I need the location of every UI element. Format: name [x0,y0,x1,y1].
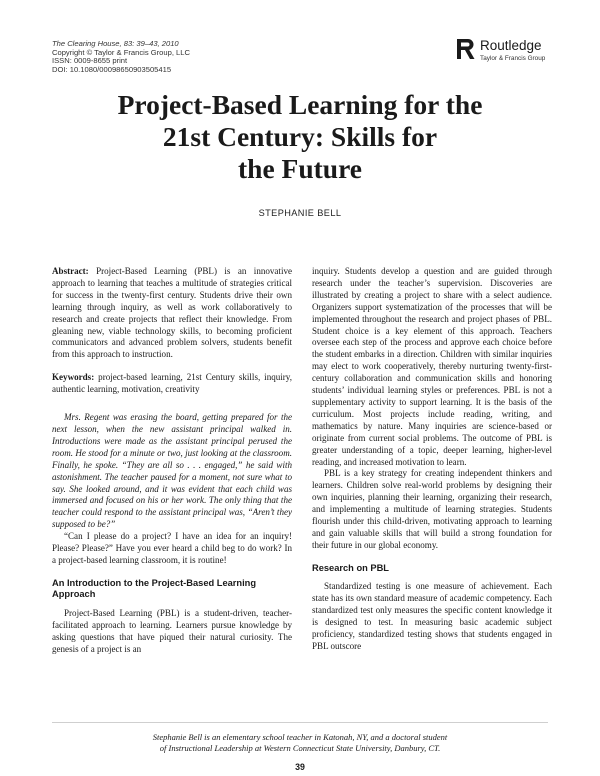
keywords [52,372,292,396]
footnote-divider [52,722,548,723]
author-footnote [60,732,540,754]
right-column [312,266,552,653]
opening-quote: “Can I please do a project? I have an idea for an inquiry! Please? Please?” Have you ever heard a child beg to do work? In a project-based learning classroom, it is routine! [52,531,292,565]
abstract-text: Project-Based Learning (PBL) is an innovative approach to learning that teaches a multitude of strategies critical for success in the twenty-first century. Students drive their own learning through inquiry, as well as work collaboratively to research and create projects that reflect their knowledge. From gleaning new, viable technology skills, to becoming proficient communicators and advanced problem solvers, students benefit from this approach to instruction. [52,266,292,360]
doi-line: DOI: 10.1080/00098650903505415 [52,64,172,74]
footnote-line: of Instructional Leadership at Western Connecticut State University, Danbury, CT. [159,743,441,753]
section-heading-research: Research on PBL [312,562,389,573]
page-number: 39 [295,762,305,772]
section-heading-introduction: An Introduction to the Project-Based Learning Approach [52,577,257,600]
pbl-strategy-paragraph: PBL is a key strategy for creating independent thinkers and learners. Children solve real-world problems by designing their own inquiries, planning their learning, organizing their research, and implementing a multitude of learning strategies. Students flourish under this child-driven, motivating approach to learning and gain valuable skills that will build a strong foundation for their future in our global economy. [312,468,552,550]
continuation-paragraph: inquiry. Students develop a question and are guided through research under the teacher’s supervision. Discoveries are illustrated by creating a project to share with a select audience. Organizers support systematization of the processes that will be implemented throughout the research and project phases of PBL. Student choice is a key element of this approach. Teachers oversee each step of the process and approve each choice before the student embarks in a direction. Children with similar inquiries may elect to work cooperatively, thereby nurturing twenty-first-century collaboration and communication skills and honoring students’ individual learning styles or preferences. PBL is not a supplementary activity to support learning. It is the basis of the curriculum. Most projects include reading, writing, and mathematics by nature. Many inquiries are science-based or originate from current social problems. The outcome of PBL is greater understanding of a topic, deeper learning, higher-level reading, and increased motivation to learn. [312,266,552,467]
keywords-label: Keywords: [52,372,95,383]
title-line: the Future [238,153,362,184]
journal-metadata [52,40,190,74]
publisher-brand [456,38,566,72]
introduction-paragraph: Project-Based Learning (PBL) is a student-driven, teacher-facilitated approach to learning. Learners pursue knowledge by asking questions that have piqued their natural curiosity. The genesis of a project is an [52,607,292,654]
issn-line: ISSN: 0009-8655 print [52,56,128,66]
title-line: Project-Based Learning for the [117,89,483,120]
abstract [52,266,292,361]
author-name: STEPHANIE BELL [258,208,342,218]
footnote-line: Stephanie Bell is an elementary school teacher in Katonah, NY, and a doctoral student [152,732,448,742]
research-paragraph: Standardized testing is one measure of achievement. Each state has its own standard measure of academic competency. Each standardized test only measures the specific content knowledge it is designed to test. In measuring basic academic subject proficiency, standardized testing shows that students engaged in PBL outscore [312,581,552,651]
journal-citation: The Clearing House, 83: 39–43, 2010 [52,39,179,48]
copyright-line: Copyright © Taylor & Francis Group, LLC [52,47,190,57]
keywords-text: project-based learning, 21st Century skills, inquiry, authentic learning, motivation, creativity [52,372,292,395]
opening-anecdote: Mrs. Regent was erasing the board, getting prepared for the next lesson, when the new assistant principal walked in. Introductions were made as the assistant principal perused the room. He stood for a minute or two, just looking at the classroom. Finally, he spoke. “They are all so . . . engaged,” he said with astonishment. The teacher paused for a moment, not sure what to say. She looked around, and it was evident that each child was immersed and focused on his or her work. The only thing that the teacher could respond to the assistant principal was, “Aren’t they supposed to be?” [52,412,292,530]
routledge-logo-icon [456,38,476,60]
article-title [60,89,540,185]
left-column [52,266,292,655]
publisher-name: Routledge [480,38,542,53]
publisher-subtitle: Taylor & Francis Group [480,55,546,62]
title-line: 21st Century: Skills for [162,121,438,152]
abstract-label: Abstract: [52,266,89,276]
